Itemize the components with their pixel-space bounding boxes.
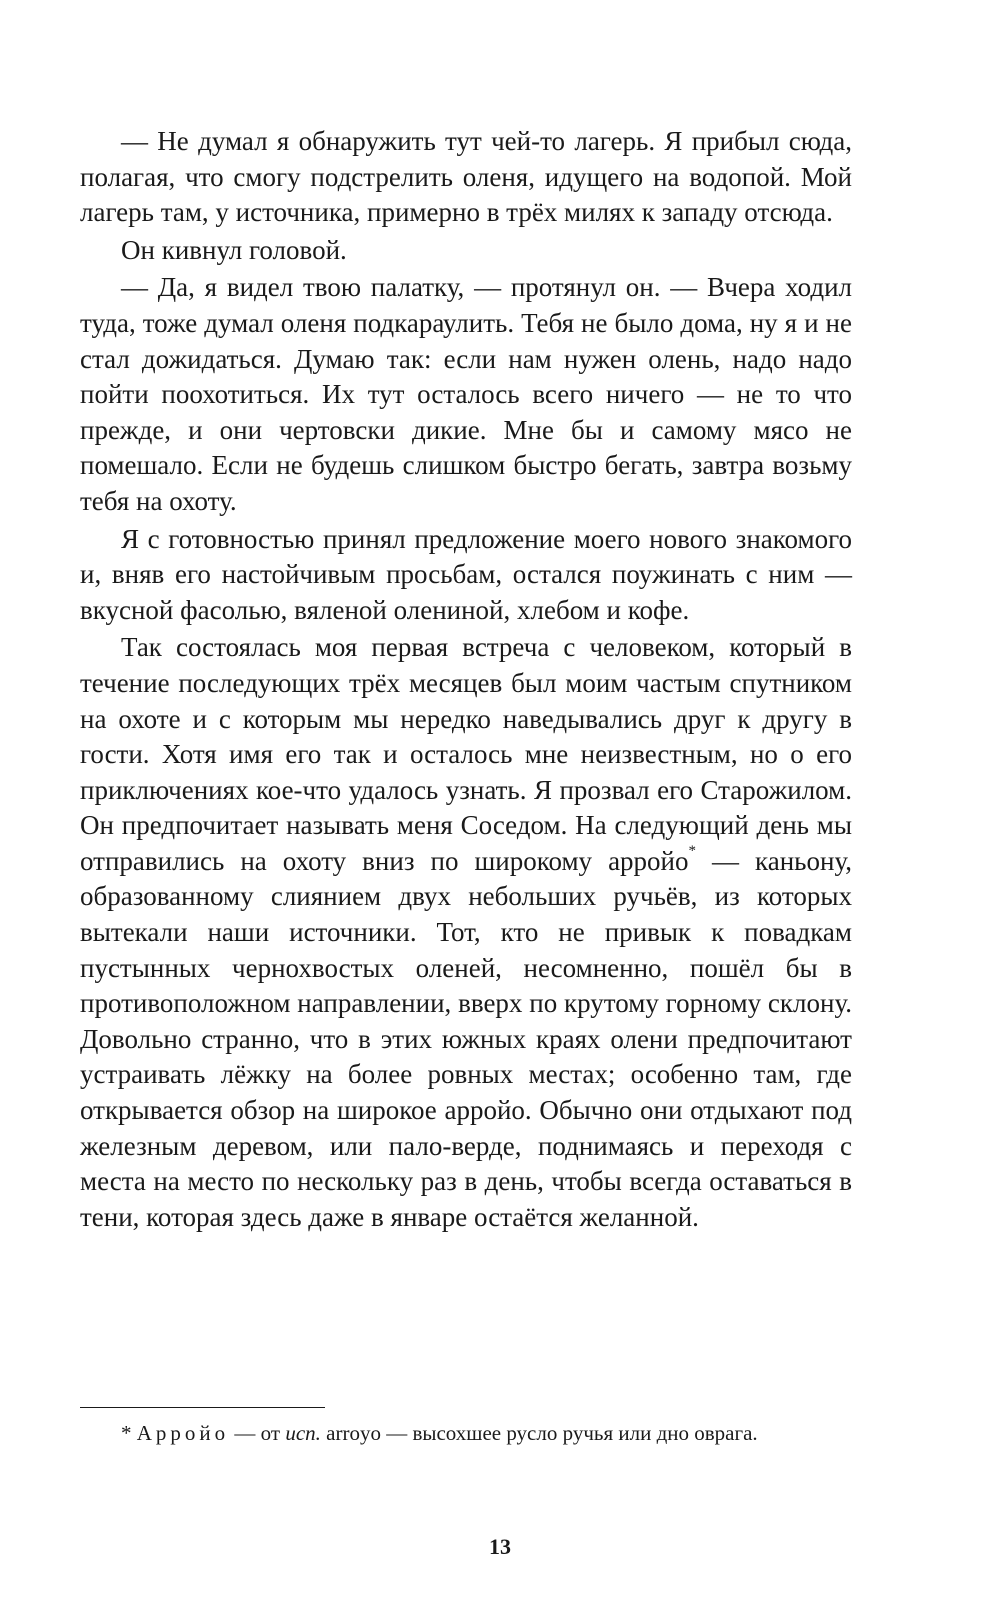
footnote-lang: исп. <box>285 1421 321 1445</box>
page-number: 13 <box>489 1534 511 1559</box>
paragraph-5-part-2: — каньону, образованному слиянием двух небольших ручьёв, из которых вытекали наши источники. Тот, кто не привык к повадкам пустынных чернохвостых оленей, несомненно, пошёл бы в противоположном направлении, вверх по крутому горному склону. Довольно странно, что в этих южных краях олени предпочитают устраивать лёжку на более ровных местах; особенно там, где открывается обзор на широкое арройо. Обычно они отдыхают под железным деревом, или пало-верде, поднимаясь и переходя с места на место по нескольку раз в день, чтобы всегда оставаться в тени, которая здесь даже в январе остаётся желанной. <box>80 845 852 1232</box>
footnote-mark: * <box>121 1421 132 1445</box>
footnote-definition: arroyo — высохшее русло ручья или дно оврага. <box>320 1421 758 1445</box>
main-text <box>80 124 852 1235</box>
paragraph-2: Он кивнул головой. <box>121 234 347 265</box>
paragraph-4: Я с готовностью принял предложение моего нового знакомого и, вняв его настойчивым просьбам, остался поужинать с ним — вкусной фасолью, вяленой олениной, хлебом и кофе. <box>80 523 852 625</box>
footnote-term: Арройо <box>136 1421 230 1445</box>
footnote <box>80 1420 852 1447</box>
footnote-divider <box>80 1407 325 1408</box>
footnote-dash: — от <box>229 1421 286 1445</box>
footnote-marker: * <box>688 842 696 859</box>
paragraph-5 <box>80 630 852 1235</box>
paragraph-3: — Да, я видел твою палатку, — протянул он. — Вчера ходил туда, тоже думал оленя подкараулить. Тебя не было дома, ну я и не стал дожидаться. Думаю так: если нам нужен олень, надо надо пойти поохотиться. Их тут осталось всего ничего — не то что прежде, и они чертовски дикие. Мне бы и самому мясо не помешало. Если не будешь слишком быстро бегать, завтра возьму тебя на охоту. <box>80 272 852 516</box>
paragraph-1: — Не думал я обнаружить тут чей-то лагерь. Я прибыл сюда, полагая, что смогу подстрелить оленя, идущего на водопой. Мой лагерь там, у источника, примерно в трёх милях к западу отсюда. <box>80 126 852 228</box>
paragraph-5-part-1: Так состоялась моя первая встреча с человеком, который в течение последующих трёх месяцев был моим частым спутником на охоте и с которым мы нередко наведывались друг к другу в гости. Хотя имя его так и осталось мне неизвестным, но о его приключениях кое-что удалось узнать. Я прозвал его Старожилом. Он предпочитает называть меня Соседом. На следующий день мы отправились на охоту вниз по широкому арройо <box>80 632 852 876</box>
